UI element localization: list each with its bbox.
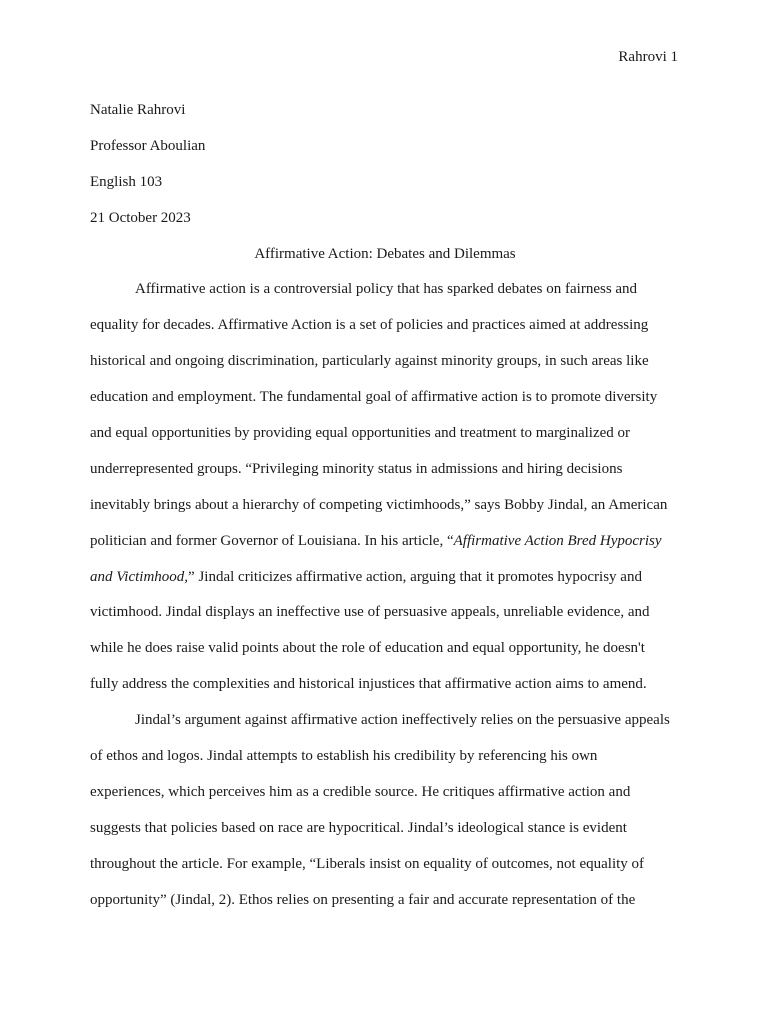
paragraph-line: education and employment. The fundamental goal of affirmative action is to promote diversity (90, 389, 658, 406)
paragraph-line: Affirmative action is a controversial policy that has sparked debates on fairness and (135, 281, 638, 298)
essay-title: Affirmative Action: Debates and Dilemmas (254, 245, 516, 262)
paragraph-line: throughout the article. For example, “Liberals insist on equality of outcomes, not equality of (90, 855, 645, 872)
article-title-italic: Affirmative Action Bred Hypocrisy (453, 532, 662, 549)
paragraph-text: politician and former Governor of Louisiana. In his article, “ (90, 532, 454, 549)
paragraph-line: underrepresented groups. “Privileging minority status in admissions and hiring decisions (90, 460, 623, 477)
paragraph-line: experiences, which perceives him as a credible source. He critiques affirmative action and (90, 783, 631, 800)
article-title-italic: and Victimhood, (90, 568, 189, 585)
paragraph-line: of ethos and logos. Jindal attempts to establish his credibility by referencing his own (90, 748, 598, 765)
paragraph-line: equality for decades. Affirmative Action is a set of policies and practices aimed at addressing (90, 317, 649, 334)
paragraph-line: suggests that policies based on race are hypocritical. Jindal’s ideological stance is evident (90, 819, 627, 836)
paragraph-line: historical and ongoing discrimination, particularly against minority groups, in such areas like (90, 353, 649, 370)
paragraph-text: ” Jindal criticizes affirmative action, arguing that it promotes hypocrisy and (188, 568, 642, 585)
essay-body (90, 93, 680, 918)
student-name: Natalie Rahrovi (90, 102, 186, 118)
professor-name: Professor Aboulian (90, 137, 206, 154)
paragraph-line: and equal opportunities by providing equal opportunities and treatment to marginalized or (90, 425, 631, 442)
paragraph-line (90, 524, 680, 560)
paragraph-line: victimhood. Jindal displays an ineffective use of persuasive appeals, unreliable evidence, and (90, 604, 650, 621)
paragraph-line: opportunity” (Jindal, 2). Ethos relies on presenting a fair and accurate representation of the (90, 891, 636, 908)
paragraph-line: while he does raise valid points about the role of education and equal opportunity, he doesn't (90, 640, 645, 657)
paragraph-line (90, 560, 680, 596)
essay-date: 21 October 2023 (90, 209, 191, 226)
course-name: English 103 (90, 173, 163, 190)
running-head: Rahrovi 1 (618, 49, 678, 65)
paragraph-line: inevitably brings about a hierarchy of competing victimhoods,” says Bobby Jindal, an American (90, 496, 668, 513)
paragraph-1 (90, 272, 680, 703)
paragraph-line: Jindal’s argument against affirmative action ineffectively relies on the persuasive appeals (135, 712, 670, 729)
paragraph-line: fully address the complexities and historical injustices that affirmative action aims to amend. (90, 676, 647, 693)
paragraph-2 (90, 703, 680, 918)
